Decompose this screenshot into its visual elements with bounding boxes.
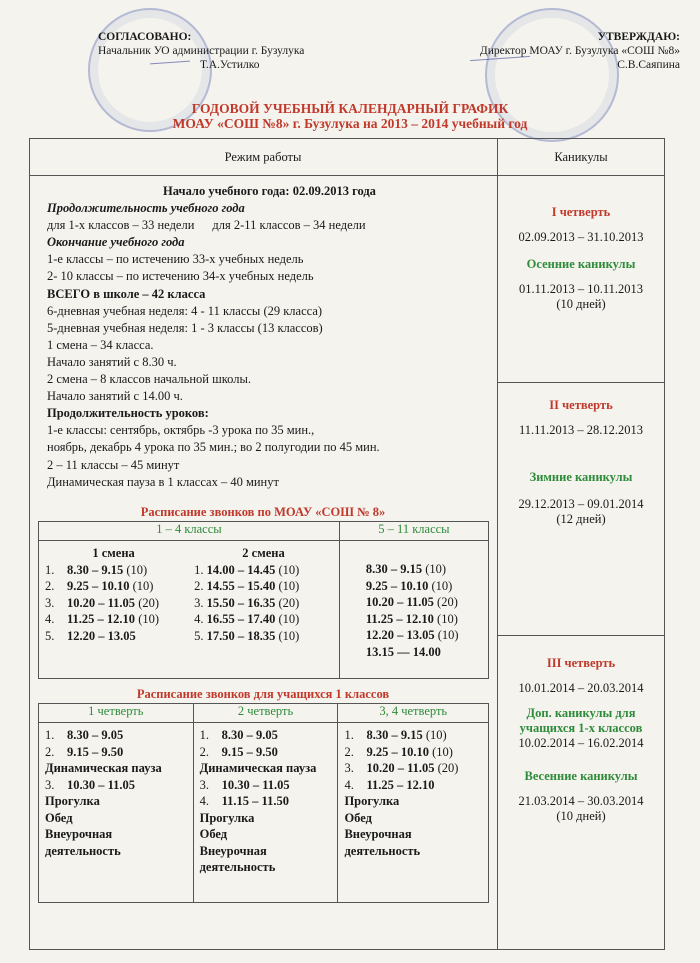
spring-title: Весенние каникулы xyxy=(524,769,638,783)
shift-2-start: Начало занятий с 14.00 ч. xyxy=(47,389,183,404)
lunch: Обед xyxy=(344,810,372,825)
extra-holiday-title-2: учащихся 1-х классов xyxy=(519,721,643,735)
bells-first-q1-cell xyxy=(39,723,194,903)
approval-left-name: Т.А.Устилко xyxy=(200,59,260,71)
list-item: 2. 9.15 – 9.50 xyxy=(45,744,124,759)
approval-right-label: УТВЕРЖДАЮ: xyxy=(597,31,680,43)
lessons-heading: Продолжительность уроков: xyxy=(47,406,209,421)
dynamic-pause: Динамическая пауза xyxy=(199,761,317,775)
list-item: 8.30 – 9.15 (10) xyxy=(365,562,447,576)
approval-left-position: Начальник УО администрации г. Бузулука xyxy=(98,45,305,57)
walk: Прогулка xyxy=(45,794,100,808)
total-classes: ВСЕГО в школе – 42 класса xyxy=(47,286,206,301)
bells-senior-list xyxy=(366,561,482,660)
list-item: 9.25 – 10.10 (10) xyxy=(365,578,453,593)
list-item: 4. 11.25 – 12.10 xyxy=(344,777,435,792)
bells-senior-cell xyxy=(339,541,488,679)
week-5day: 5-дневная учебная неделя: 1 - 3 классы (13 классов) xyxy=(47,320,323,335)
extra-activity: Внеурочная xyxy=(344,827,412,841)
lessons-line-4: Динамическая пауза в 1 классах – 40 минут xyxy=(47,474,279,489)
approval-right-position: Директор МОАУ г. Бузулука «СОШ №8» xyxy=(479,45,680,57)
list-item: 4. 16.55 – 17.40 (10) xyxy=(194,612,300,626)
q2-title: II четверть xyxy=(549,398,613,412)
holidays-q3 xyxy=(497,656,665,824)
extra-activity: Внеурочная xyxy=(45,827,113,841)
lunch: Обед xyxy=(45,810,73,825)
list-item: 5. 17.50 – 18.35 (10) xyxy=(194,628,300,643)
list-item: 3. 15.50 – 16.35 (20) xyxy=(194,595,300,610)
q1-dates: 02.09.2013 – 31.10.2013 xyxy=(518,230,644,244)
extra-activity: Внеурочная xyxy=(199,843,267,858)
page-title-line1: ГОДОВОЙ УЧЕБНЫЙ КАЛЕНДАРНЫЙ ГРАФИК xyxy=(191,101,509,116)
duration-text xyxy=(47,217,492,234)
walk: Прогулка xyxy=(344,794,400,808)
duration-others: для 2-11 классов – 34 недели xyxy=(212,218,366,233)
mode-section xyxy=(47,183,492,491)
bells-first-q2-cell xyxy=(193,723,338,903)
lessons-line-3: 2 – 11 классы – 45 минут xyxy=(47,457,180,472)
list-item: 3. 10.30 – 11.05 xyxy=(199,777,290,792)
list-item: 2. 9.15 – 9.50 xyxy=(199,744,278,759)
list-item: 1. 8.30 – 9.05 xyxy=(199,728,278,742)
winter-title: Зимние каникулы xyxy=(529,470,633,484)
bells-main-table xyxy=(38,521,489,679)
holiday-divider-2 xyxy=(497,635,665,636)
winter-dates: 29.12.2013 – 09.01.2014 xyxy=(518,497,644,511)
list-item: 10.20 – 11.05 (20) xyxy=(365,595,458,609)
bells-first-table xyxy=(38,703,489,903)
end-line-2: 2- 10 классы – по истечению 34-х учебных недель xyxy=(47,269,314,284)
list-item: 3. 10.30 – 11.05 xyxy=(45,777,136,792)
holidays-q2 xyxy=(497,398,665,527)
q3-title: III четверть xyxy=(546,656,616,670)
q1-title: I четверть xyxy=(551,205,611,219)
list-item: 2. 9.25 – 10.10 (10) xyxy=(344,744,453,759)
holidays-q1 xyxy=(497,205,665,312)
header-divider-right xyxy=(497,175,665,176)
duration-heading: Продолжительность учебного года xyxy=(47,201,245,216)
column-header-holidays: Каникулы xyxy=(554,150,608,164)
lessons-line-1: 1-е классы: сентябрь, октябрь -3 урока по 35 мин., xyxy=(47,423,315,438)
bells-shift1-cell xyxy=(39,541,189,679)
bells-first-head-1: 1 четверть xyxy=(39,704,194,723)
bells-main-head-junior: 1 – 4 классы xyxy=(39,522,340,541)
autumn-dates: 01.11.2013 – 10.11.2013 xyxy=(518,282,644,296)
list-item: 2. 9.25 – 10.10 (10) xyxy=(45,579,154,593)
list-item: 3. 10.20 – 11.05 (20) xyxy=(344,761,459,775)
list-item: 5. 12.20 – 13.05 xyxy=(45,628,136,643)
bells-shift2-list xyxy=(194,562,333,645)
spring-days: (10 дней) xyxy=(556,809,606,823)
page-title-line2: МОАУ «СОШ №8» г. Бузулука на 2013 – 2014 учебный год xyxy=(172,116,528,131)
extra-activity-2: деятельность xyxy=(199,860,276,874)
list-item: 2. 14.55 – 15.40 (10) xyxy=(194,579,300,593)
approval-right-name: С.В.Саяпина xyxy=(617,59,680,71)
autumn-title: Осенние каникулы xyxy=(526,257,636,271)
list-item: 1. 8.30 – 9.05 xyxy=(45,728,124,742)
lessons-line-2: ноябрь, декабрь 4 урока по 35 мин.; во 2 полугодии по 45 мин. xyxy=(47,440,380,455)
list-item: 11.25 – 12.10 (10) xyxy=(365,611,458,626)
bells-first-head-2: 2 четверть xyxy=(193,704,338,723)
list-item: 3. 10.20 – 11.05 (20) xyxy=(45,595,160,610)
list-item: 4. 11.25 – 12.10 (10) xyxy=(45,612,160,626)
bells-shift2-title: 2 смена xyxy=(242,546,285,560)
bells-first-title: Расписание звонков для учащихся 1 классов xyxy=(136,687,390,701)
bells-shift1-list xyxy=(45,562,182,645)
bells-main-head-senior: 5 – 11 классы xyxy=(339,522,488,541)
year-start: Начало учебного года: 02.09.2013 года xyxy=(163,184,376,198)
column-header-mode: Режим работы xyxy=(224,150,302,164)
extra-activity-2: деятельность xyxy=(344,843,421,858)
end-line-1: 1-е классы – по истечению 33-х учебных недель xyxy=(47,252,304,267)
q2-dates: 11.11.2013 – 28.12.2013 xyxy=(518,423,644,437)
bells-first-head-3: 3, 4 четверть xyxy=(338,704,489,723)
holiday-divider-1 xyxy=(497,382,665,383)
bells-main-title: Расписание звонков по МОАУ «СОШ № 8» xyxy=(140,505,386,519)
winter-days: (12 дней) xyxy=(556,512,606,526)
shift-1: 1 смена – 34 класса. xyxy=(47,337,154,352)
autumn-days: (10 дней) xyxy=(556,297,606,311)
list-item: 4. 11.15 – 11.50 xyxy=(199,794,289,808)
walk: Прогулка xyxy=(199,810,255,825)
list-item: 12.20 – 13.05 (10) xyxy=(365,628,459,642)
q3-dates: 10.01.2014 – 20.03.2014 xyxy=(518,681,644,695)
end-heading: Окончание учебного года xyxy=(47,235,185,250)
list-item: 1. 14.00 – 14.45 (10) xyxy=(194,562,300,577)
bells-first-q34-cell xyxy=(338,723,489,903)
approval-left xyxy=(98,30,348,72)
lunch: Обед xyxy=(199,827,228,841)
approval-left-label: СОГЛАСОВАНО: xyxy=(98,31,192,43)
duration-first: для 1-х классов – 33 недели xyxy=(47,218,195,233)
list-item: 1. 8.30 – 9.15 (10) xyxy=(45,562,148,577)
shift-2: 2 смена – 8 классов начальной школы. xyxy=(47,372,252,387)
dynamic-pause: Динамическая пауза xyxy=(45,761,162,775)
extra-holiday-title-1: Доп. каникулы для xyxy=(526,706,636,720)
week-6day: 6-дневная учебная неделя: 4 - 11 классы (29 класса) xyxy=(47,303,323,318)
bells-shift2-cell xyxy=(188,541,339,679)
extra-holiday-dates: 10.02.2014 – 16.02.2014 xyxy=(518,736,644,750)
approval-right xyxy=(440,30,680,72)
list-item: 1. 8.30 – 9.15 (10) xyxy=(344,728,447,742)
list-item: 13.15 — 14.00 xyxy=(365,644,441,659)
shift-1-start: Начало занятий с 8.30 ч. xyxy=(47,354,177,369)
spring-dates: 21.03.2014 – 30.03.2014 xyxy=(518,794,644,808)
header-divider-left xyxy=(29,175,497,176)
extra-activity-2: деятельность xyxy=(45,843,121,858)
bells-shift1-title: 1 смена xyxy=(92,546,135,560)
